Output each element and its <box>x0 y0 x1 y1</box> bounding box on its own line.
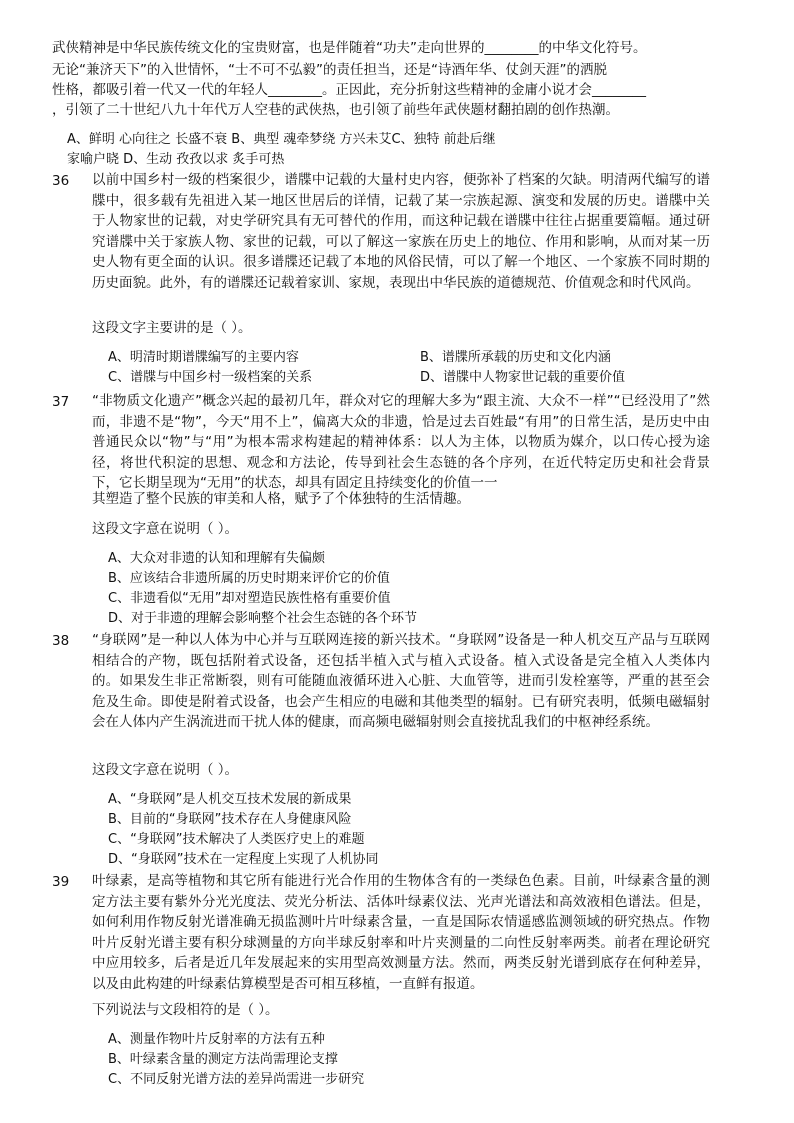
q35-line-4: ，引领了二十世纪八九十年代万人空巷的武侠热，也引领了前些年武侠题材翻拍剧的创作热潮。 <box>52 102 619 118</box>
q36-option-a[interactable]: A、明清时期谱牒编写的主要内容 <box>108 350 299 365</box>
q36-number: 36 <box>52 173 70 189</box>
q38-option-a[interactable]: A、“身联网”是人机交互技术发展的新成果 <box>108 792 352 807</box>
q37-number: 37 <box>52 394 70 410</box>
q39-option-a[interactable]: A、测量作物叶片反射率的方法有五种 <box>108 1032 325 1047</box>
q36-passage: 以前中国乡村一级的档案很少，谱牒中记载的大量村史内容，便弥补了档案的欠缺。明清两代编写的谱牒中，很多载有先祖进入某一地区世居后的详情，记载了某一宗族起源、演变和发展的历史。谱牒中关于人物家世的记载，对史学研究具有无可替代的作用，而这种记载在谱牒中往往占据重要篇幅。通过研究谱牒中关于家族人物、家世的记载，可以了解这一家族在历史上的地位、作用和影响，从而对某一历史人物有更全面的认识。很多谱牒还记载了本地的风俗民情，可以了解一个地区、一个家族不同时期的历史面貌。此外，有的谱牒还记载着家训、家规，表现出中华民族的道德规范、价值观念和时代风尚。 <box>92 172 710 291</box>
q35-line-2: 无论“兼济天下”的入世情怀，“士不可不弘毅”的责任担当，还是“诗酒年华、仗剑天涯”的洒脱 <box>52 62 607 78</box>
q39-option-c[interactable]: C、不同反射光谱方法的差异尚需进一步研究 <box>108 1072 365 1087</box>
q38-question-stem: 这段文字意在说明（ ）。 <box>92 762 239 778</box>
q37-question-stem: 这段文字意在说明（ ）。 <box>92 521 239 537</box>
q39-question-stem: 下列说法与文段相符的是（ ）。 <box>92 1002 279 1018</box>
q35-line-1: 武侠精神是中华民族传统文化的宝贵财富，也是伴随着“功夫”走向世界的________的中华文化符号。 <box>52 40 647 56</box>
q35-options-line-1: A、鲜明 心向往之 长盛不衰 B、典型 魂牵梦绕 方兴未艾C、独特 前赴后继 <box>67 132 496 147</box>
q38-option-b[interactable]: B、目前的“身联网”技术存在人身健康风险 <box>108 812 352 827</box>
q37-option-b[interactable]: B、应该结合非遗所属的历史时期来评价它的价值 <box>108 571 390 586</box>
q38-option-c[interactable]: C、“身联网”技术解决了人类医疗史上的难题 <box>108 832 365 847</box>
q36-option-b[interactable]: B、谱牒所承载的历史和文化内涵 <box>420 350 611 365</box>
q37-option-d[interactable]: D、对于非遗的理解会影响整个社会生态链的各个环节 <box>108 611 418 626</box>
q37-option-c[interactable]: C、非遗看似“无用”却对塑造民族性格有重要价值 <box>108 591 391 606</box>
q37-passage: “非物质文化遗产”概念兴起的最初几年，群众对它的理解大多为“跟主流、大众不一样”“已经没用了”然而，非遗不是“物”，今天“用不上”，偏离大众的非遗，恰是过去百姓最“有用”的日常生活，是历史中由普通民众以“物”与“用”为根本需求构建起的精神体系：以人为主体，以物质为媒介，以口传心授为途径，将世代积淀的思想、观念和方法论，传导到社会生态链的各个序列，在近代特定历史和社会背景下，它长期呈现为“无用”的状态，却具有固定且持续变化的价值一一 <box>92 393 710 492</box>
q37-option-a[interactable]: A、大众对非遗的认知和理解有失偏颇 <box>108 551 325 566</box>
q39-passage: 叶绿素，是高等植物和其它所有能进行光合作用的生物体含有的一类绿色色素。目前，叶绿素含量的测定方法主要有紫外分光光度法、荧光分析法、活体叶绿素仪法、光声光谱法和高效液相色谱法。但是，如何利用作物反射光谱准确无损监测叶片叶绿素含量，一直是国际农情遥感监测领域的研究热点。作物叶片反射光谱主要有积分球测量的方向半球反射率和叶片夹测量的二向性反射率两类。前者在理论研究中应用较多，后者是近几年发展起来的实用型高效测量方法。然而，两类反射光谱到底存在何种差异，以及由此构建的叶绿素估算模型是否可相互移植，一直鲜有报道。 <box>92 873 710 992</box>
q35-options-line-2: 家喻户晓 D、生动 孜孜以求 炙手可热 <box>67 152 285 167</box>
q36-question-stem: 这段文字主要讲的是（ ）。 <box>92 320 252 336</box>
q38-number: 38 <box>52 633 70 649</box>
q38-option-d[interactable]: D、“身联网”技术在一定程度上实现了人机协同 <box>108 852 379 867</box>
q37-passage-tail: 其塑造了整个民族的审美和人格，赋予了个体独特的生活情趣。 <box>92 491 470 507</box>
q38-passage: “身联网”是一种以人体为中心并与互联网连接的新兴技术。“身联网”设备是一种人机交互产品与互联网相结合的产物，既包括附着式设备，还包括半植入式与植入式设备。植入式设备是完全植入人类体内的。如果发生非正常断裂，则有可能随血液循环进入心脏、大血管等，进而引发栓塞等，严重的甚至会危及生命。即使是附着式设备，也会产生相应的电磁和其他类型的辐射。已有研究表明，低频电磁辐射会在人体内产生涡流进而干扰人体的健康，而高频电磁辐射则会直接扰乱我们的中枢神经系统。 <box>92 632 710 731</box>
q39-number: 39 <box>52 874 70 890</box>
q39-option-b[interactable]: B、叶绿素含量的测定方法尚需理论支撑 <box>108 1052 338 1067</box>
q36-option-c[interactable]: C、谱牒与中国乡村一级档案的关系 <box>108 370 313 385</box>
q36-option-d[interactable]: D、谱牒中人物家世记载的重要价值 <box>420 370 626 385</box>
q35-line-3: 性格，都吸引着一代又一代的年轻人________。正因此，充分折射这些精神的金庸小说才会________ <box>52 82 646 98</box>
